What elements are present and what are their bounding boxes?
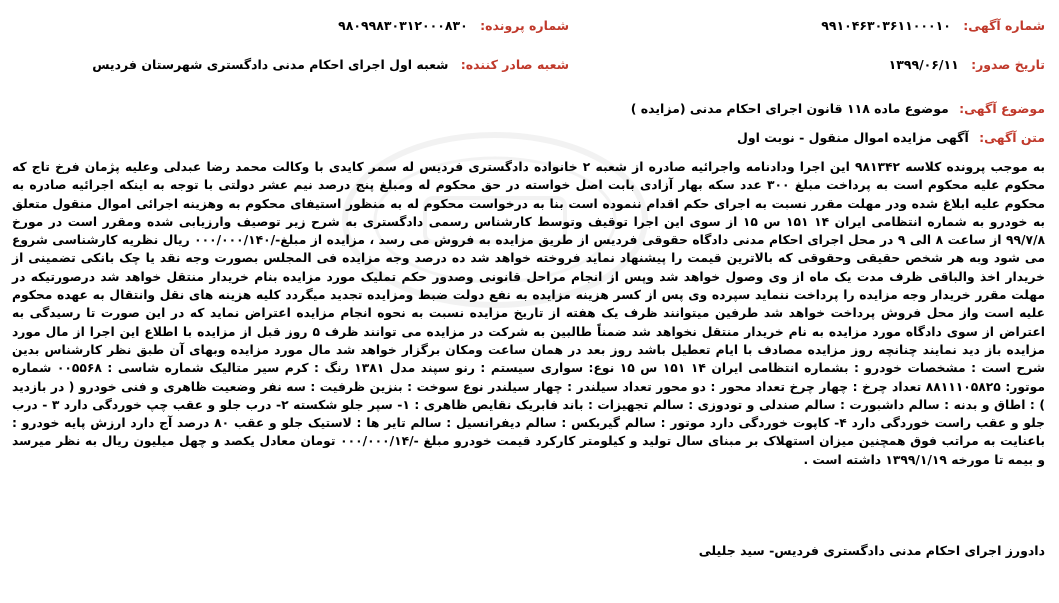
notice-body: به موجب پرونده کلاسه ۹۸۱۳۴۲ این اجرا ودادنامه واجرائیه صادره از شعبه ۲ خانواده دادگستری فردیس له سمر کایدی با وکالت محمد رضا عبدلی وعلیه پژمان فرخ تاج که محکوم علیه محکوم است به پرداخت مبلغ ۳۰۰ عدد سکه بهار آزادی بابت اصل خواسته در حق محکوم له ومبلغ پنج درصد نیم عشر دولتی با توجه به اینکه اجرائیه صادره به محکوم علیه ابلاغ شده ودر مهلت مقرر نسبت به اجرای حکم اقدام ننموده است بنا به درخواست محکوم له به منظور استیفای محکوم به وهزینه اجرائی اموال منقول متعلق به خودرو به شماره انتظامی ایران ۱۴ ۱۵۱ س ۱۵ از سوی این اجرا توقیف وتوسط کارشناس رسمی دادگستری به شرح زیر توصیف وارزیابی شده ومقرر است در مورخ ۹۹/۷/۸ از ساعت ۸ الی ۹ در محل اجرای احکام مدنی دادگاه حقوقی فردیس از طریق مزایده به فروش می رسد ، مزایده از مبلغ-/۰۰۰/۰۰۰/۱۴۰ ریال نظریه کارشناسی شروع می شود وبه هر شخص حقیقی وحقوقی که بالاترین قیمت را پیشنهاد نماید فروخته خواهد شد ده درصد وجه مزایده فی المجلس بصورت وجه نقد یا چک بانکی تضمینی از خریدار اخذ والباقی ظرف مدت یک ماه از وی وصول خواهد شد وپس از انجام مراحل قانونی وصدور حکم تملیک مورد مزایده بنام خریدار منتقل خواهد شد درصورتیکه در مهلت مقرر خریدار وجه مزایده را پرداخت ننماید سپرده وی پس از کسر هزینه مزایده به نفع دولت ضبط ومزایده تجدید میگردد کلیه هزینه های نقل وانتقال به عهده محکوم علیه است واز محل فروش پرداخت خواهد شد طرفین میتوانند ظرف یک هفته از تاریخ مزایده نسبت به نحوه انجام مزایده اعتراض نماید که در این صورت تا رسیدگی به اعتراض از سوی دادگاه مورد مزایده به نام خریدار منتقل نخواهد شد ضمناً طالبین به شرکت در مزایده می توانند ظرف ۵ روز قبل از مزایده با اطلاع این اجرا از مال مورد مزایده باز دید نمایند چنانچه روز مزایده مصادف با ایام تعطیل باشد روز بعد در همان ساعت ومکان برگزار خواهد شد مال مورد مزایده وبهای آن طبق نظر کارشناس بدین شرح است : مشخصات خودرو : بشماره انتظامی ایران ۱۴ ۱۵۱ س ۱۵ نوع: سواری سیستم : رنو سپند مدل ۱۳۸۱ رنگ : کرم سیر متالیک شماره شاسی : ۰۰۵۵۶۸ شماره موتور: ۸۸۱۱۱۰۵۸۲۵ تعداد چرخ : چهار چرخ تعداد محور : دو محور تعداد سیلندر : چهار سیلندر نوع سوخت : بنزین ظرفیت : سه نفر وضعیت ظاهری و فنی خودرو ( در بازدید ) : اطاق و بدنه : سالم داشبورت : سالم صندلی و تودوزی : سالم تجهیزات : باند فابریک نقایص ظاهری : ۱- سپر جلو شکسته ۲- درب جلو و عقب چپ خوردگی دارد ۳ - درب جلو و عقب راست خوردگی دارد ۴- کاپوت خوردگی دارد موتور : سالم گیربکس : سالم دیفرانسیل : سالم تایر ها : لاستیک جلو و عقب ۸۰ درصد آج دارد ارزش پایه خودرو : باعنایت به مراتب فوق همچنین میزان استهلاک بر مبنای سال تولید و کیلومتر کارکرد قیمت خودرو مبلغ -/۰۰۰/۰۰۰/۱۴ تومان معادل یکصد و چهل میلیون ریال به نظر میرسد و بیمه تا مورخه ۱۳۹۹/۱/۱۹ داشته است . [12,160,1046,467]
signature: دادورز اجرای احکام مدنی دادگستری فردیس- سید جلیلی [698,543,1045,558]
case-number-value: ۹۸۰۹۹۸۳۰۳۱۲۰۰۰۸۳۰ [338,18,468,33]
notice-title [737,130,1045,145]
subject [631,101,1045,116]
case-number-label: شماره پرونده: [480,18,569,33]
issue-date-value: ۱۳۹۹/۰۶/۱۱ [888,57,959,72]
issuer [92,57,569,72]
subject-value: موضوع ماده ۱۱۸ قانون اجرای احکام مدنی (مزایده ) [630,101,949,116]
notice-title-label: متن آگهی: [979,130,1045,145]
subject-label: موضوع آگهی: [959,101,1045,116]
issuer-value: شعبه اول اجرای احکام مدنی دادگستری شهرستان فردیس [92,57,449,72]
issuer-label: شعبه صادر کننده: [460,57,569,72]
ad-number-value: ۹۹۱۰۴۶۳۰۳۶۱۱۰۰۰۱۰ [821,18,951,33]
case-number [338,18,569,33]
issue-date-label: تاریخ صدور: [971,57,1045,72]
ad-number-label: شماره آگهی: [963,18,1045,33]
notice-title-value: آگهی مزایده اموال منقول - نوبت اول [737,130,969,145]
issue-date [889,57,1045,72]
ad-number [821,18,1045,33]
